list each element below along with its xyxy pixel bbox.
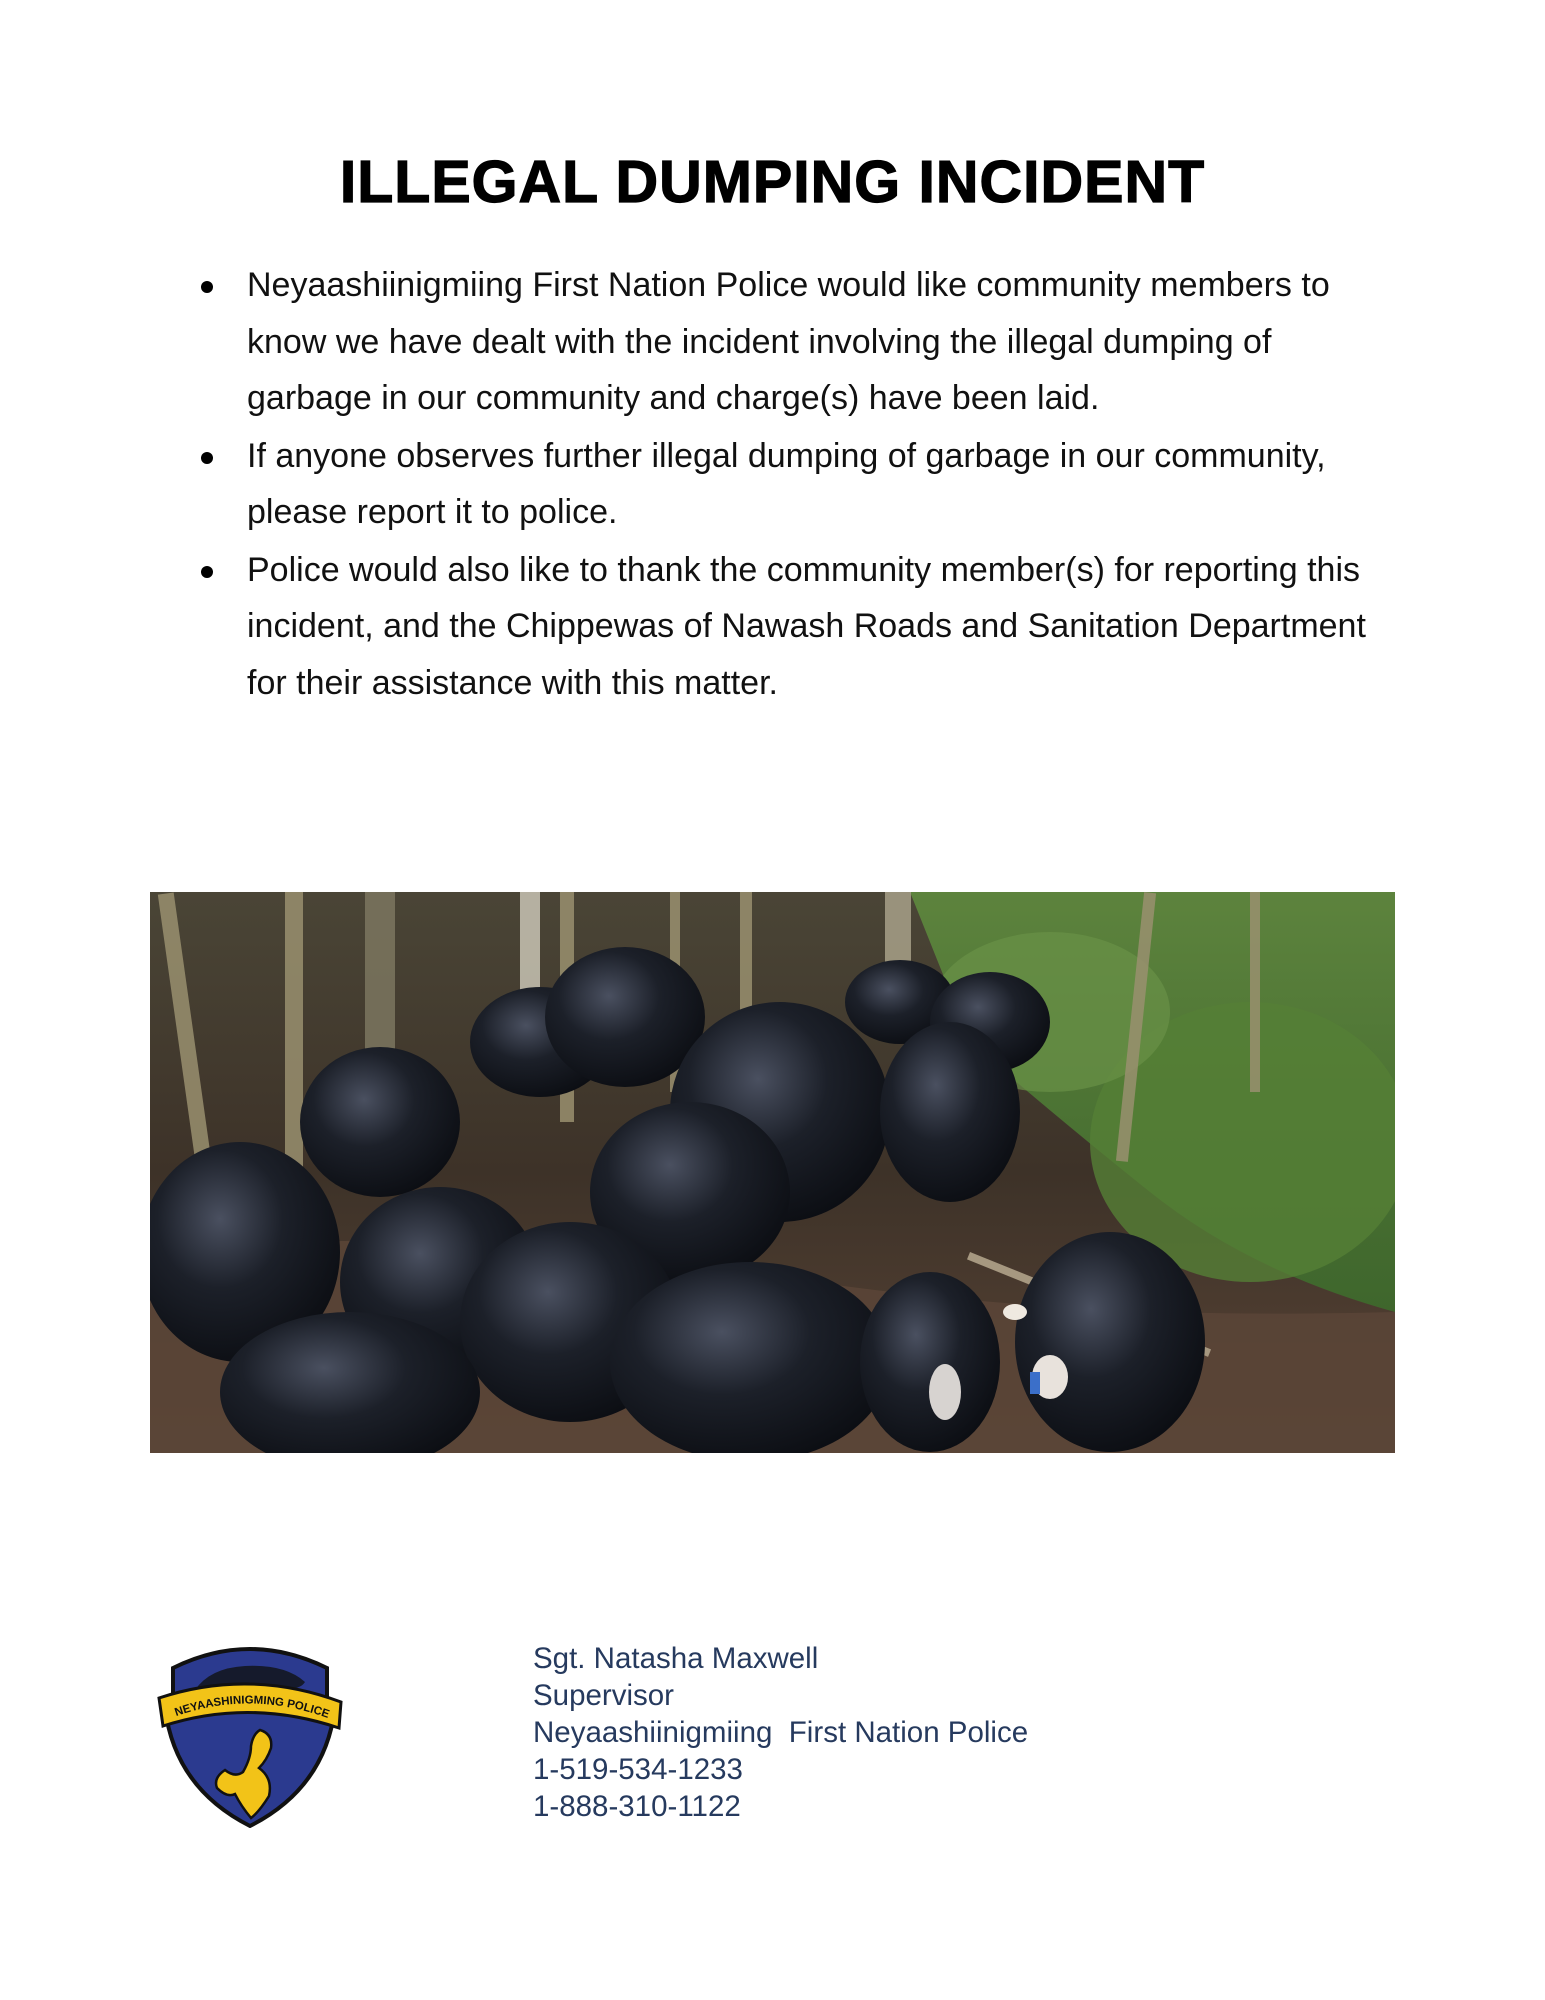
- police-logo: [155, 1638, 345, 1828]
- bullet-text: Neyaashiinigmiing First Nation Police would like community members to know we have dealt with the incident involving the illegal dumping of garbage in our community and charge(s) have been laid.: [247, 266, 1330, 417]
- bullet-list: [195, 257, 1395, 712]
- contact-role: Supervisor: [533, 1679, 675, 1712]
- bullet-item: [195, 257, 1395, 427]
- police-badge-icon: [155, 1638, 345, 1828]
- page-title: ILLEGAL DUMPING INCIDENT: [339, 149, 1206, 215]
- logo-banner-text: NEYAASHINIGMING POLICE: [173, 1694, 331, 1721]
- bullet-icon: [201, 281, 213, 293]
- bullet-text: If anyone observes further illegal dumping of garbage in our community, please report it to police.: [247, 436, 1326, 531]
- garbage-bags-photo: [150, 892, 1395, 1453]
- forest-garbage-illustration: [150, 892, 1395, 1453]
- contact-phone-2[interactable]: 1-888-310-1122: [533, 1790, 741, 1823]
- contact-organization: Neyaashiinigmiing First Nation Police: [533, 1716, 1029, 1749]
- bullet-icon: [201, 566, 213, 578]
- bullet-icon: [201, 452, 213, 464]
- bullet-item: [195, 542, 1395, 712]
- bullet-item: [195, 428, 1395, 541]
- contact-name: Sgt. Natasha Maxwell: [533, 1642, 819, 1675]
- bullet-text: Police would also like to thank the community member(s) for reporting this incident, and the Chippewas of Nawash Roads and Sanitation Department for their assistance with this matter.: [247, 550, 1366, 702]
- contact-phone-1[interactable]: 1-519-534-1233: [533, 1753, 743, 1786]
- contact-block: [533, 1640, 1028, 1825]
